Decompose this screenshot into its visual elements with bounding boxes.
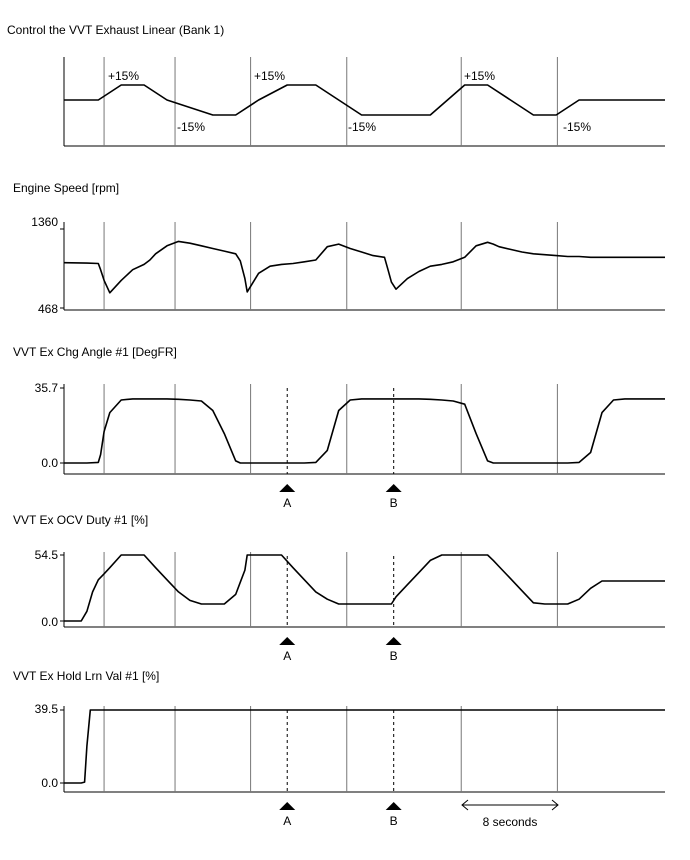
panel-title-chg-angle: VVT Ex Chg Angle #1 [DegFR] [13,345,177,359]
annotation-plus15-1: +15% [108,69,140,83]
annotation-minus15-2: -15% [348,120,377,134]
marker-label-b: B [389,649,398,663]
ytick-label-0-0-hold: 0.0 [41,776,58,790]
panel-axes-engine-speed [60,222,665,310]
ytick-label-35-7: 35.7 [34,381,58,395]
marker-label-a: A [283,496,292,510]
panel-engine-speed [13,181,665,316]
panel-ocv-duty [13,513,665,663]
panel-title-hold-lrn: VVT Ex Hold Lrn Val #1 [%] [13,669,160,683]
marker-triangle-b [386,484,402,492]
panel-title-ocv-duty: VVT Ex OCV Duty #1 [%] [13,513,149,527]
panel-axes-hold-lrn [60,706,665,792]
panel-markers-chg-angle [279,388,401,510]
duration-arrow [462,800,558,829]
annotation-plus15-3: +15% [464,69,496,83]
panel-hold-lrn [13,669,665,829]
annotation-minus15-3: -15% [563,120,592,134]
marker-triangle-a [279,802,295,810]
duration-label: 8 seconds [482,815,538,829]
ytick-label-54-5: 54.5 [34,548,58,562]
marker-label-b: B [389,814,398,828]
panel-series-ocv-duty [64,555,665,621]
panel-series-engine-speed [64,241,665,292]
ytick-label-468: 468 [37,302,58,316]
series-line [64,710,665,783]
series-line [64,555,665,621]
panel-series-vvt-control [64,85,665,115]
annotation-minus15-1: -15% [177,120,206,134]
panel-title-vvt-control: Control the VVT Exhaust Linear (Bank 1) [7,23,225,37]
panel-axes-chg-angle [60,384,665,474]
ytick-label-0-0-ocv: 0.0 [41,615,58,629]
series-line [64,85,665,115]
panel-series-hold-lrn [64,710,665,783]
series-line [64,241,665,292]
panel-vvt-control [7,23,665,146]
marker-label-a: A [283,649,292,663]
marker-label-b: B [389,496,398,510]
marker-triangle-b [386,637,402,645]
marker-triangle-b [386,802,402,810]
marker-triangle-a [279,637,295,645]
marker-triangle-a [279,484,295,492]
panel-chg-angle [13,345,665,510]
panel-markers-hold-lrn [279,710,401,828]
marker-label-a: A [283,814,292,828]
ytick-label-39-5: 39.5 [34,702,58,716]
panel-series-chg-angle [64,399,665,463]
annotation-plus15-2: +15% [254,69,286,83]
series-line [64,399,665,463]
panel-title-engine-speed: Engine Speed [rpm] [13,181,120,195]
ytick-label-1360: 1360 [31,215,58,229]
ytick-label-0-0-chg: 0.0 [41,456,58,470]
